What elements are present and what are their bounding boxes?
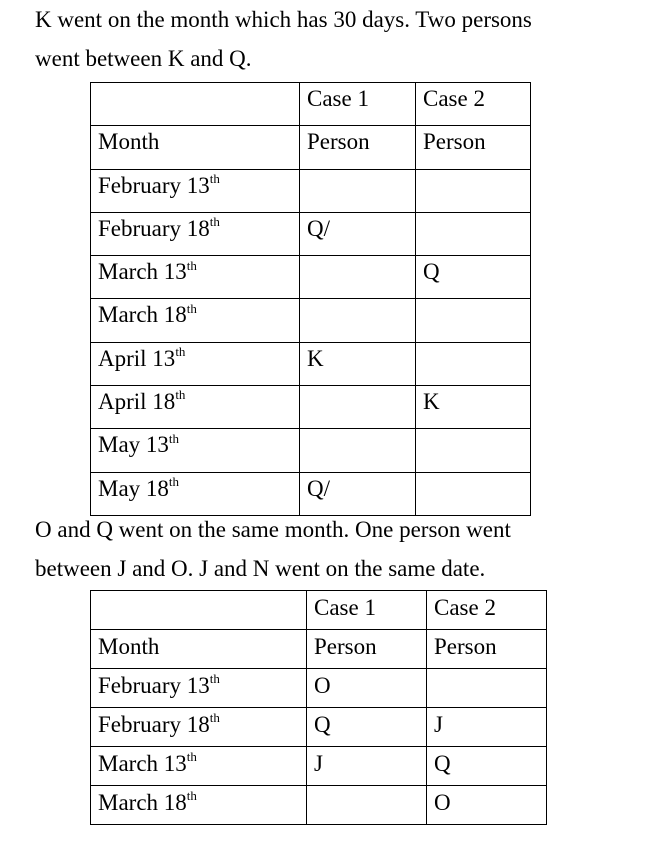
month-cell [91,299,300,342]
header-cell-empty [91,83,300,126]
ordinal-suffix: th [186,257,197,273]
header-cell-case-1: Case 1 [300,83,416,126]
subheader-cell-month: Month [91,630,307,669]
case-2-person-cell: K [416,386,531,429]
case-1-person-cell: O [307,669,427,708]
paragraph-2 [35,510,635,588]
month-text: May 18 [98,475,169,501]
header-cell-case-2: Case 2 [416,83,531,126]
month-cell [91,786,307,825]
case-1-person-cell: Q/ [300,472,416,515]
paragraph-1-line-2: went between K and Q. [35,46,252,71]
case-2-person-cell [416,472,531,515]
header-cell-case-1: Case 1 [307,591,427,630]
subheader-cell-person-2: Person [416,126,531,169]
month-text: March 13 [98,259,187,285]
ordinal-suffix: th [175,344,186,360]
table-row [91,669,547,708]
case-1-person-cell: J [307,747,427,786]
table-row [91,169,531,212]
table-2 [90,590,547,825]
month-cell [91,386,300,429]
case-2-person-cell [416,169,531,212]
subheader-cell-person-1: Person [300,126,416,169]
month-text: March 13 [98,751,187,776]
case-2-person-cell [427,669,547,708]
case-2-person-cell: Q [427,747,547,786]
ordinal-suffix: th [186,788,197,804]
paragraph-1 [35,0,635,78]
case-2-person-cell [416,429,531,472]
month-text: April 13 [98,345,176,371]
month-text: February 13 [98,172,210,198]
case-1-person-cell [300,169,416,212]
month-text: March 18 [98,790,187,815]
case-1-person-cell: Q/ [300,212,416,255]
ordinal-suffix: th [209,170,220,186]
case-1-person-cell: Q [307,708,427,747]
case-2-person-cell: Q [416,256,531,299]
case-2-person-cell: J [427,708,547,747]
table-row [91,786,547,825]
table-header-row [91,591,547,630]
ordinal-suffix: th [209,710,220,726]
subheader-cell-person-2: Person [427,630,547,669]
case-1-person-cell [300,429,416,472]
paragraph-2-line-1: O and Q went on the same month. One person went [35,517,511,542]
subheader-cell-month: Month [91,126,300,169]
table-row [91,386,531,429]
table-row [91,212,531,255]
ordinal-suffix: th [186,749,197,765]
month-cell [91,256,300,299]
case-1-person-cell [300,386,416,429]
month-cell [91,212,300,255]
table-row [91,342,531,385]
ordinal-suffix: th [209,671,220,687]
month-text: February 18 [98,712,210,737]
case-1-person-cell [300,256,416,299]
month-text: April 18 [98,389,176,415]
table-row [91,256,531,299]
table-subheader-row [91,630,547,669]
case-2-person-cell [416,299,531,342]
ordinal-suffix: th [168,430,180,446]
ordinal-suffix: th [186,300,197,316]
month-text: February 13 [98,673,210,698]
paragraph-1-line-1: K went on the month which has 30 days. Two persons [35,7,532,32]
month-cell [91,747,307,786]
header-cell-empty [91,591,307,630]
table-row [91,429,531,472]
ordinal-suffix: th [209,214,220,230]
month-cell [91,169,300,212]
ordinal-suffix: th [168,474,180,490]
month-cell [91,669,307,708]
table-row [91,299,531,342]
table-subheader-row [91,126,531,169]
month-cell [91,342,300,385]
case-2-person-cell: O [427,786,547,825]
table-row [91,747,547,786]
table-2-body [91,591,547,825]
table-header-row [91,83,531,126]
header-cell-case-2: Case 2 [427,591,547,630]
month-text: May 13 [98,432,169,458]
case-1-person-cell [307,786,427,825]
case-1-person-cell [300,299,416,342]
table-row [91,472,531,515]
month-cell [91,708,307,747]
ordinal-suffix: th [175,387,186,403]
subheader-cell-person-1: Person [307,630,427,669]
table-row [91,708,547,747]
month-cell [91,472,300,515]
month-text: March 18 [98,302,187,328]
case-2-person-cell [416,212,531,255]
table-1 [90,82,531,516]
month-cell [91,429,300,472]
paragraph-2-line-2: between J and O. J and N went on the same date. [35,556,486,581]
case-2-person-cell [416,342,531,385]
case-1-person-cell: K [300,342,416,385]
month-text: February 18 [98,215,210,241]
table-1-body [91,83,531,516]
